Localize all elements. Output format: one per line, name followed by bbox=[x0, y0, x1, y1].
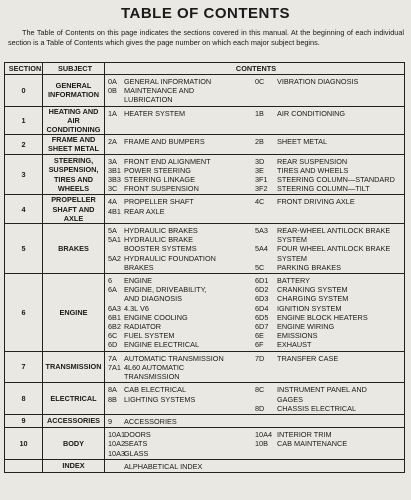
entry-code: 4B1 bbox=[108, 206, 121, 216]
contents-entry bbox=[108, 77, 255, 86]
entry-title: REAR SUSPENSION bbox=[277, 156, 348, 166]
entry-code: 5A3 bbox=[255, 226, 268, 236]
entry-title: FRONT SUSPENSION bbox=[124, 184, 199, 194]
entry-title: AND DIAGNOSIS bbox=[124, 294, 182, 304]
contents-column-left bbox=[108, 462, 255, 471]
entry-code: 6 bbox=[108, 276, 113, 286]
entry-title: TRANSMISSION bbox=[124, 372, 180, 382]
entry-code: 6F bbox=[255, 340, 264, 350]
entry-code: 5A1 bbox=[108, 235, 121, 245]
contents-column-left bbox=[108, 417, 255, 426]
contents-column-right bbox=[255, 137, 402, 146]
section-number: 1 bbox=[5, 106, 43, 135]
contents-entry bbox=[255, 254, 402, 263]
entry-title: REAR-WHEEL ANTILOCK BRAKE bbox=[277, 226, 391, 236]
header-section: SECTION bbox=[5, 63, 43, 75]
entry-title: ACCESSORIES bbox=[124, 416, 177, 426]
section-contents bbox=[105, 459, 405, 472]
entry-title: HYDRAULIC FOUNDATION bbox=[124, 253, 216, 263]
entry-title: ENGINE ELECTRICAL bbox=[124, 340, 200, 350]
contents-entry bbox=[255, 294, 402, 303]
entry-title: STEERING COLUMN—STANDARD bbox=[277, 175, 395, 185]
entry-title: CHARGING SYSTEM bbox=[277, 294, 349, 304]
contents-entry bbox=[108, 226, 255, 235]
entry-code bbox=[108, 95, 124, 104]
contents-entry bbox=[255, 197, 402, 206]
contents-entry bbox=[108, 354, 255, 363]
entry-code: 10A2 bbox=[108, 439, 126, 449]
section-number bbox=[5, 459, 43, 472]
contents-entry bbox=[255, 430, 402, 439]
section-subject: INDEX bbox=[43, 459, 105, 472]
contents-entry bbox=[108, 263, 255, 272]
entry-title: BATTERY bbox=[277, 276, 310, 286]
contents-column-right bbox=[255, 157, 402, 194]
entry-code: 2B bbox=[255, 137, 264, 147]
contents-column-left bbox=[108, 137, 255, 146]
contents-entry bbox=[108, 385, 255, 394]
entry-title: CRANKING SYSTEM bbox=[277, 285, 348, 295]
entry-title: CAB ELECTRICAL bbox=[124, 385, 187, 395]
entry-code: 3D bbox=[255, 156, 265, 166]
contents-column-right bbox=[255, 197, 402, 215]
section-number: 7 bbox=[5, 351, 43, 383]
entry-code: 6D4 bbox=[255, 303, 269, 313]
contents-entry bbox=[255, 313, 402, 322]
contents-entry bbox=[255, 439, 402, 448]
entry-code: 7A1 bbox=[108, 362, 121, 372]
entry-code: 6B2 bbox=[108, 322, 121, 332]
contents-column-left bbox=[108, 354, 255, 382]
entry-title: ENGINE WIRING bbox=[277, 322, 335, 332]
entry-title: ENGINE, DRIVEABILITY, bbox=[124, 285, 207, 295]
contents-entry bbox=[255, 331, 402, 340]
entry-title: GLASS bbox=[124, 448, 149, 458]
section-contents bbox=[105, 224, 405, 274]
contents-entry bbox=[255, 340, 402, 349]
contents-column-right bbox=[255, 430, 402, 458]
entry-code: 1A bbox=[108, 108, 117, 118]
entry-code bbox=[108, 244, 124, 253]
section-contents bbox=[105, 351, 405, 383]
entry-title: FRONT END ALIGNMENT bbox=[124, 156, 211, 166]
entry-code: 7A bbox=[108, 353, 117, 363]
entry-title: GAGES bbox=[277, 394, 303, 404]
entry-title: EMISSIONS bbox=[277, 331, 318, 341]
entry-title: IGNITION SYSTEM bbox=[277, 303, 342, 313]
contents-entry bbox=[108, 197, 255, 206]
entry-title: PARKING BRAKES bbox=[277, 262, 341, 272]
entry-title: AIR CONDITIONING bbox=[277, 108, 346, 118]
entry-code: 1B bbox=[255, 108, 264, 118]
contents-entry bbox=[108, 86, 255, 95]
contents-column-left bbox=[108, 226, 255, 272]
table-row bbox=[5, 224, 405, 274]
contents-column-right bbox=[255, 417, 402, 426]
contents-column-right bbox=[255, 77, 402, 105]
contents-entry bbox=[108, 439, 255, 448]
contents-column-left bbox=[108, 385, 255, 413]
section-number: 5 bbox=[5, 224, 43, 274]
section-contents bbox=[105, 154, 405, 195]
section-subject: PROPELLER SHAFT AND AXLE bbox=[43, 195, 105, 224]
entry-title: EXHAUST bbox=[277, 340, 312, 350]
contents-column-left bbox=[108, 77, 255, 105]
entry-code: 6A bbox=[108, 285, 117, 295]
entry-code: 6D bbox=[108, 340, 118, 350]
entry-code: 8C bbox=[255, 385, 265, 395]
entry-title: TIRES AND WHEELS bbox=[277, 165, 349, 175]
entry-title: RADIATOR bbox=[124, 322, 162, 332]
section-number: 3 bbox=[5, 154, 43, 195]
contents-entry bbox=[255, 137, 402, 146]
contents-entry bbox=[108, 331, 255, 340]
entry-code: 3A bbox=[108, 156, 117, 166]
entry-code: 3B1 bbox=[108, 165, 121, 175]
entry-title: FRAME AND BUMPERS bbox=[124, 137, 205, 147]
entry-title: FOUR WHEEL ANTILOCK BRAKE bbox=[277, 244, 391, 254]
contents-entry bbox=[108, 95, 255, 104]
section-contents bbox=[105, 195, 405, 224]
entry-title: GENERAL INFORMATION bbox=[124, 77, 212, 86]
contents-entry bbox=[255, 263, 402, 272]
entry-code bbox=[108, 462, 124, 471]
contents-entry bbox=[108, 184, 255, 193]
entry-code: 6B1 bbox=[108, 312, 121, 322]
entry-code: 0C bbox=[255, 77, 265, 86]
entry-title: ALPHABETICAL INDEX bbox=[124, 461, 203, 471]
entry-title: REAR AXLE bbox=[124, 206, 165, 216]
contents-entry bbox=[255, 226, 402, 235]
section-subject: TRANSMISSION bbox=[43, 351, 105, 383]
contents-column-right bbox=[255, 276, 402, 350]
table-row bbox=[5, 428, 405, 460]
entry-title: SHEET METAL bbox=[277, 137, 328, 147]
entry-title: HYDRAULIC BRAKES bbox=[124, 226, 198, 236]
section-number: 9 bbox=[5, 414, 43, 427]
entry-title: BRAKES bbox=[124, 262, 154, 272]
section-contents bbox=[105, 414, 405, 427]
entry-title: HYDRAULIC BRAKE bbox=[124, 235, 193, 245]
contents-entry bbox=[255, 404, 402, 413]
contents-column-left bbox=[108, 109, 255, 118]
table-row bbox=[5, 135, 405, 154]
entry-code: 8B bbox=[108, 394, 117, 404]
contents-entry bbox=[108, 109, 255, 118]
section-contents bbox=[105, 428, 405, 460]
table-row bbox=[5, 195, 405, 224]
section-number: 10 bbox=[5, 428, 43, 460]
entry-code: 10A3 bbox=[108, 448, 126, 458]
contents-entry bbox=[255, 385, 402, 394]
contents-entry bbox=[255, 184, 402, 193]
entry-title: 4.3L V6 bbox=[124, 303, 149, 313]
section-number: 6 bbox=[5, 274, 43, 352]
contents-entry bbox=[108, 304, 255, 313]
contents-entry bbox=[108, 276, 255, 285]
entry-code: 6D2 bbox=[255, 285, 269, 295]
contents-entry bbox=[108, 285, 255, 294]
section-subject: GENERAL INFORMATION bbox=[43, 75, 105, 107]
entry-code: 5A2 bbox=[108, 253, 121, 263]
entry-code: 10A4 bbox=[255, 430, 273, 440]
contents-column-right bbox=[255, 354, 402, 382]
entry-code: 6D1 bbox=[255, 276, 269, 286]
contents-entry bbox=[108, 417, 255, 426]
contents-entry bbox=[255, 354, 402, 363]
entry-code: 0B bbox=[108, 86, 117, 96]
contents-entry bbox=[108, 235, 255, 244]
contents-column-right bbox=[255, 385, 402, 413]
contents-entry bbox=[255, 77, 402, 86]
entry-code: 6D5 bbox=[255, 312, 269, 322]
contents-entry bbox=[108, 313, 255, 322]
header-contents: CONTENTS bbox=[105, 63, 405, 75]
entry-title: SYSTEM bbox=[277, 235, 308, 245]
contents-entry bbox=[108, 462, 255, 471]
section-contents bbox=[105, 274, 405, 352]
entry-title: FRONT DRIVING AXLE bbox=[277, 197, 355, 207]
entry-code: 10A1 bbox=[108, 430, 126, 440]
section-contents bbox=[105, 75, 405, 107]
page-title: TABLE OF CONTENTS bbox=[120, 5, 291, 22]
entry-title: STEERING COLUMN—TILT bbox=[277, 184, 370, 194]
contents-entry bbox=[108, 137, 255, 146]
contents-entry bbox=[255, 157, 402, 166]
table-row bbox=[5, 459, 405, 472]
contents-entry bbox=[255, 395, 402, 404]
entry-title: MAINTENANCE AND bbox=[124, 86, 195, 96]
contents-entry bbox=[255, 175, 402, 184]
contents-column-left bbox=[108, 197, 255, 215]
contents-entry bbox=[108, 395, 255, 404]
contents-entry bbox=[108, 363, 255, 372]
contents-entry bbox=[255, 322, 402, 331]
entry-code bbox=[255, 235, 277, 244]
section-number: 2 bbox=[5, 135, 43, 154]
contents-column-right bbox=[255, 109, 402, 118]
entry-code: 5A4 bbox=[255, 244, 268, 254]
header-subject: SUBJECT bbox=[43, 63, 105, 75]
section-contents bbox=[105, 135, 405, 154]
entry-code: 4C bbox=[255, 197, 265, 207]
entry-code: 9 bbox=[108, 416, 113, 426]
contents-entry bbox=[255, 166, 402, 175]
table-row bbox=[5, 106, 405, 135]
contents-entry bbox=[255, 244, 402, 253]
entry-title: VIBRATION DIAGNOSIS bbox=[277, 77, 359, 86]
entry-code: 8A bbox=[108, 385, 117, 395]
table-row bbox=[5, 274, 405, 352]
entry-code: 3F1 bbox=[255, 175, 268, 185]
entry-code: 6D7 bbox=[255, 322, 269, 332]
entry-code: 6E bbox=[255, 331, 264, 341]
contents-entry bbox=[108, 340, 255, 349]
entry-title: CHASSIS ELECTRICAL bbox=[277, 403, 357, 413]
section-contents bbox=[105, 106, 405, 135]
entry-code: 3F2 bbox=[255, 184, 268, 194]
table-row bbox=[5, 75, 405, 107]
section-subject: BRAKES bbox=[43, 224, 105, 274]
entry-code: 5C bbox=[255, 262, 265, 272]
contents-entry bbox=[108, 157, 255, 166]
entry-code: 10B bbox=[255, 439, 268, 449]
contents-column-left bbox=[108, 157, 255, 194]
contents-column-right bbox=[255, 462, 402, 471]
contents-entry bbox=[255, 109, 402, 118]
entry-code: 4A bbox=[108, 197, 117, 207]
entry-title: DOORS bbox=[124, 430, 151, 440]
contents-table bbox=[4, 62, 405, 473]
entry-code: 3C bbox=[108, 184, 118, 194]
contents-column-right bbox=[255, 226, 402, 272]
entry-title: 4L60 AUTOMATIC bbox=[124, 362, 185, 372]
section-subject: STEERING, SUSPENSION, TIRES AND WHEELS bbox=[43, 154, 105, 195]
entry-code: 6C bbox=[108, 331, 118, 341]
entry-code: 8D bbox=[255, 403, 265, 413]
entry-code: 6D3 bbox=[255, 294, 269, 304]
contents-entry bbox=[108, 294, 255, 303]
contents-column-left bbox=[108, 430, 255, 458]
contents-entry bbox=[108, 166, 255, 175]
entry-title: INSTRUMENT PANEL AND bbox=[277, 385, 367, 395]
section-subject: FRAME AND SHEET METAL bbox=[43, 135, 105, 154]
section-number: 8 bbox=[5, 383, 43, 415]
entry-title: STEERING LINKAGE bbox=[124, 175, 195, 185]
section-number: 0 bbox=[5, 75, 43, 107]
entry-title: LIGHTING SYSTEMS bbox=[124, 394, 196, 404]
contents-entry bbox=[255, 235, 402, 244]
entry-title: LUBRICATION bbox=[124, 95, 173, 105]
contents-entry bbox=[108, 430, 255, 439]
entry-code: 5A bbox=[108, 226, 117, 236]
contents-entry bbox=[108, 244, 255, 253]
entry-code: 0A bbox=[108, 77, 117, 86]
entry-title: ENGINE bbox=[124, 276, 152, 286]
section-subject: ENGINE bbox=[43, 274, 105, 352]
section-subject: ACCESSORIES bbox=[43, 414, 105, 427]
entry-title: CAB MAINTENANCE bbox=[277, 439, 348, 449]
contents-entry bbox=[108, 322, 255, 331]
contents-entry bbox=[255, 304, 402, 313]
entry-code bbox=[108, 294, 124, 303]
entry-code: 3B3 bbox=[108, 175, 121, 185]
table-row bbox=[5, 414, 405, 427]
section-subject: ELECTRICAL bbox=[43, 383, 105, 415]
intro-paragraph: The Table of Contents on this page indicates the sections covered in this manual. At the beginning of each individual section is a Table of Contents which gives the page number on which each major subject begins. bbox=[8, 28, 404, 47]
entry-code bbox=[255, 254, 277, 263]
contents-entry bbox=[108, 175, 255, 184]
section-number: 4 bbox=[5, 195, 43, 224]
contents-entry bbox=[108, 372, 255, 381]
entry-code: 7D bbox=[255, 353, 265, 363]
table-row bbox=[5, 351, 405, 383]
entry-code: 2A bbox=[108, 137, 117, 147]
entry-code bbox=[108, 372, 124, 381]
contents-entry bbox=[108, 207, 255, 216]
entry-title: AUTOMATIC TRANSMISSION bbox=[124, 353, 224, 363]
table-row bbox=[5, 154, 405, 195]
entry-title: SEATS bbox=[124, 439, 148, 449]
entry-code: 3E bbox=[255, 165, 264, 175]
entry-title: SYSTEM bbox=[277, 253, 308, 263]
table-row bbox=[5, 383, 405, 415]
entry-title: BOOSTER SYSTEMS bbox=[124, 244, 197, 254]
entry-title: INTERIOR TRIM bbox=[277, 430, 332, 440]
entry-code: 6A3 bbox=[108, 303, 121, 313]
contents-entry bbox=[108, 254, 255, 263]
section-subject: HEATING AND AIR CONDITIONING bbox=[43, 106, 105, 135]
entry-title: ENGINE BLOCK HEATERS bbox=[277, 312, 368, 322]
section-contents bbox=[105, 383, 405, 415]
contents-entry bbox=[108, 449, 255, 458]
entry-title: PROPELLER SHAFT bbox=[124, 197, 194, 207]
entry-title: POWER STEERING bbox=[124, 165, 191, 175]
entry-title: ENGINE COOLING bbox=[124, 312, 188, 322]
entry-title: TRANSFER CASE bbox=[277, 353, 339, 363]
entry-code bbox=[108, 263, 124, 272]
entry-title: FUEL SYSTEM bbox=[124, 331, 175, 341]
entry-code bbox=[255, 395, 277, 404]
contents-entry bbox=[255, 285, 402, 294]
section-subject: BODY bbox=[43, 428, 105, 460]
contents-column-left bbox=[108, 276, 255, 350]
entry-title: HEATER SYSTEM bbox=[124, 108, 186, 118]
contents-entry bbox=[255, 276, 402, 285]
